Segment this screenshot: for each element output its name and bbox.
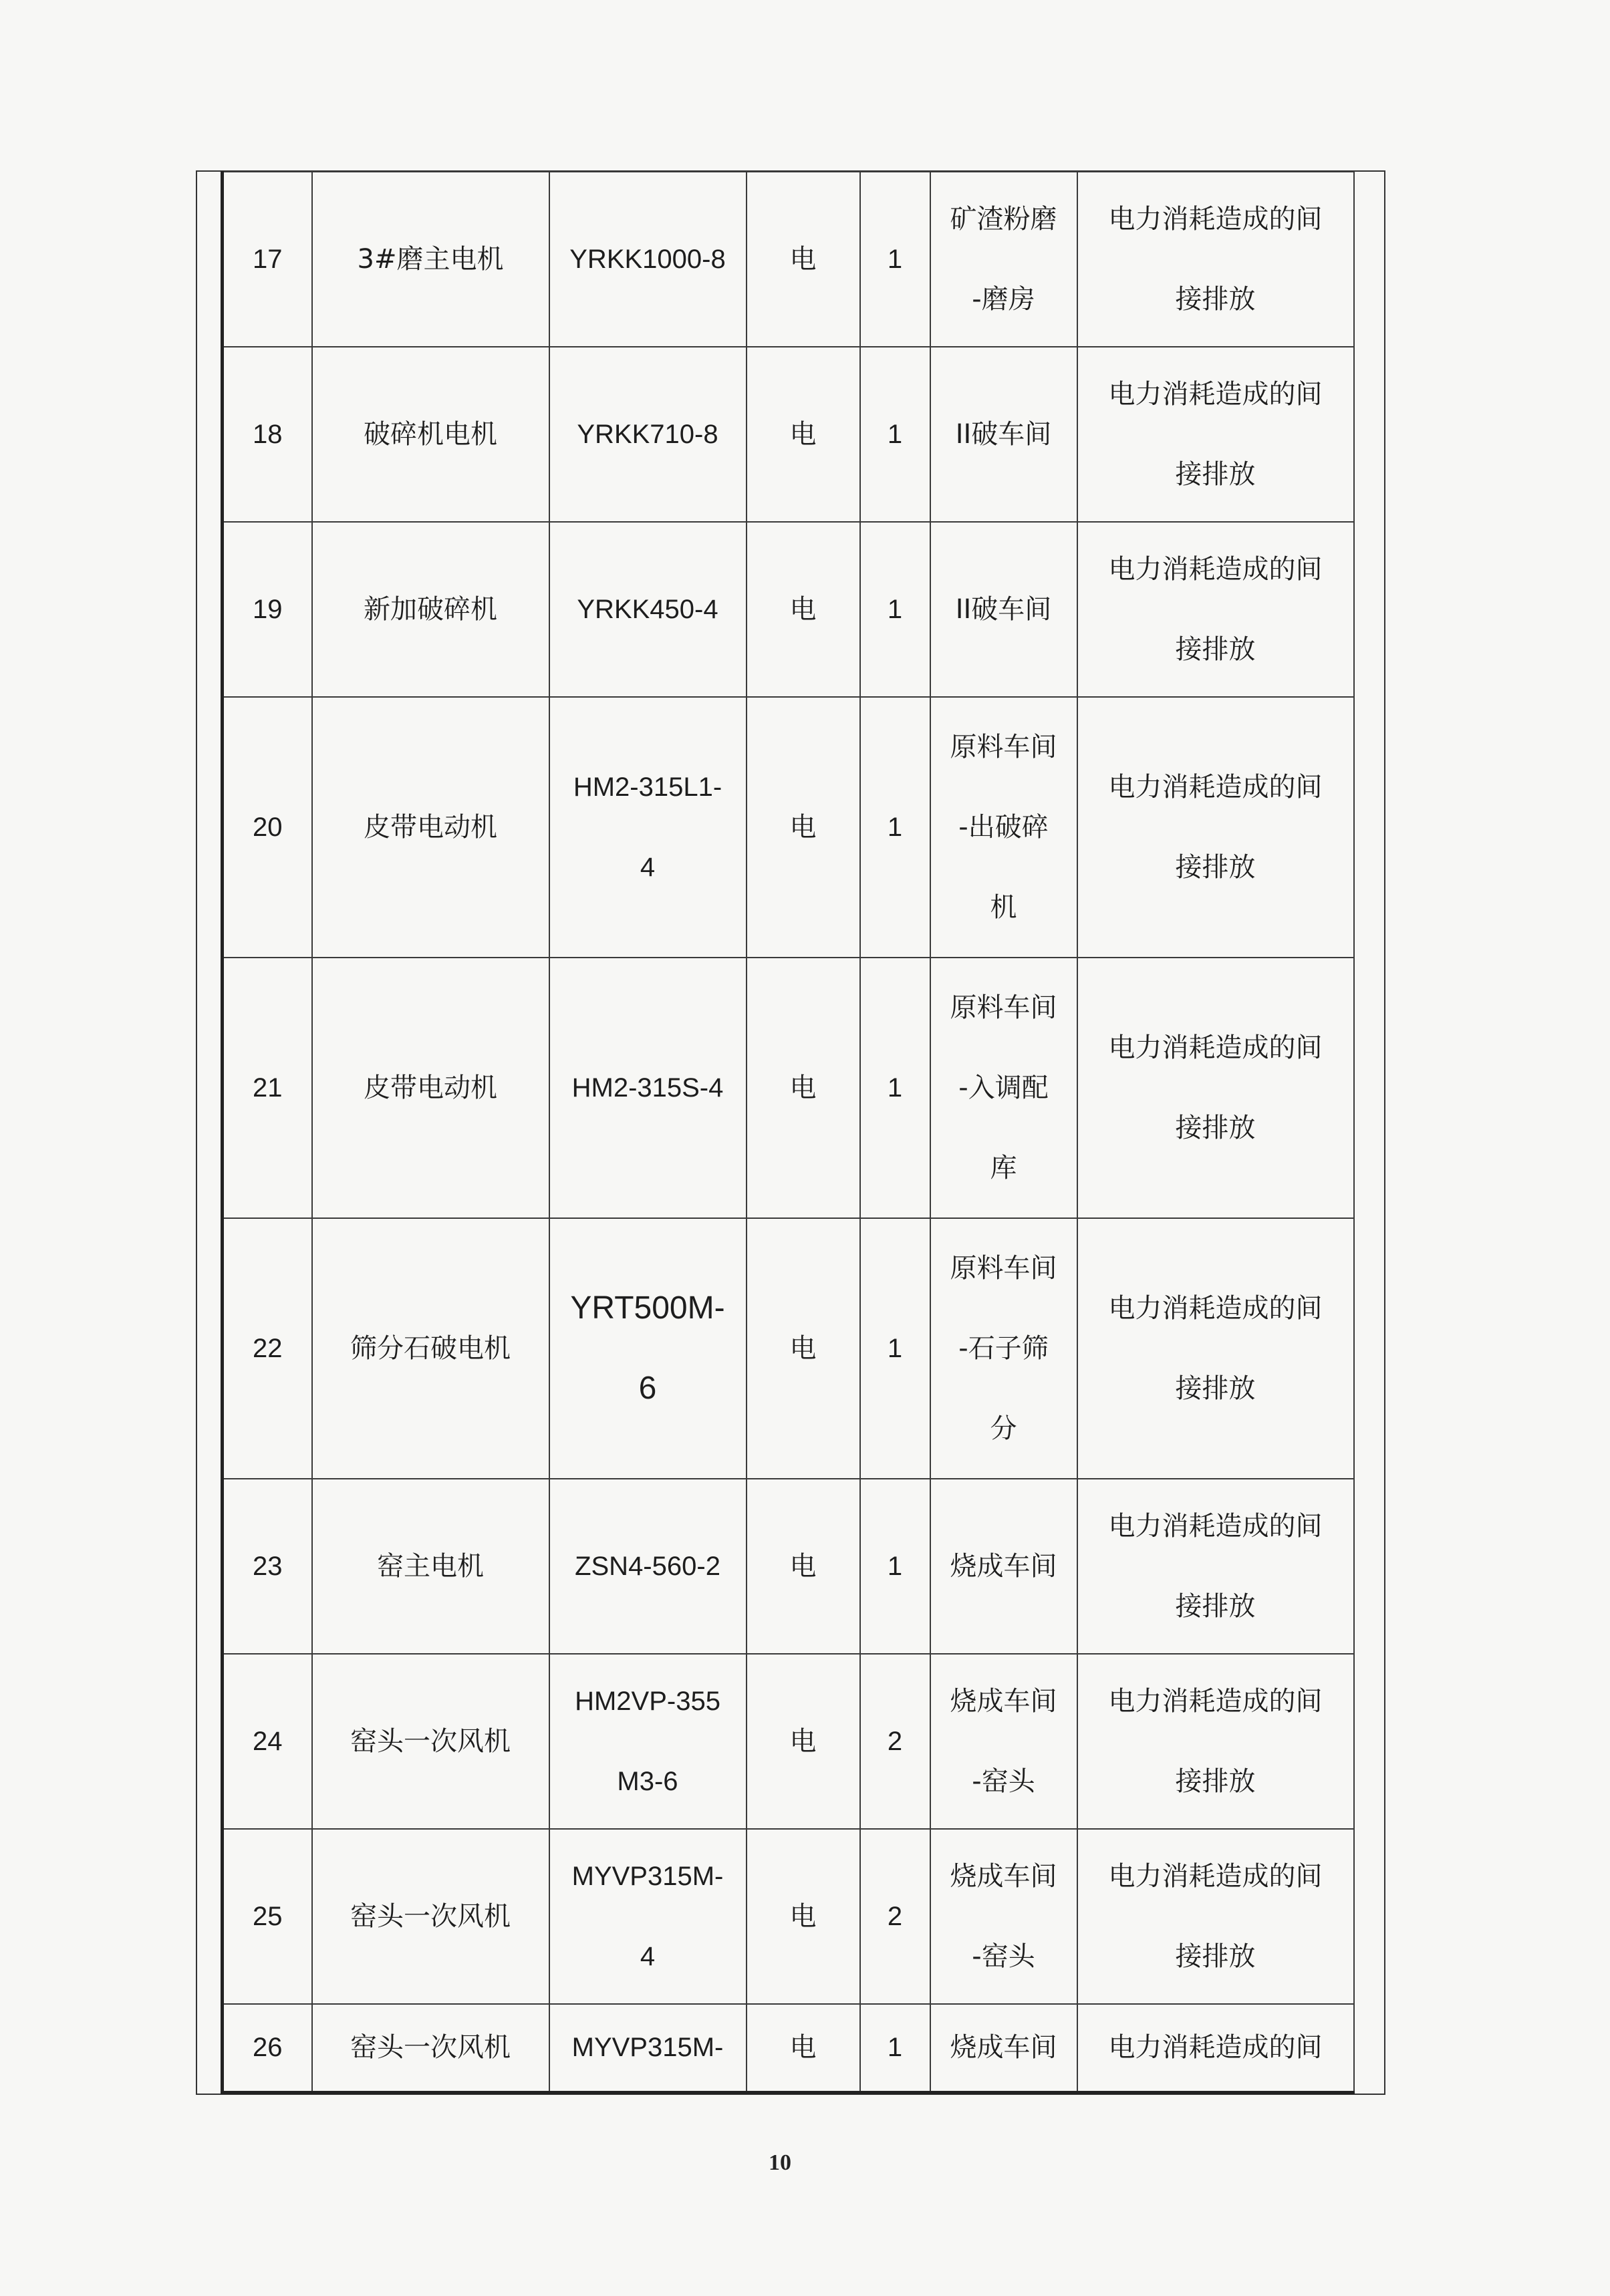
quantity: 1 xyxy=(860,172,930,347)
page-number: 10 xyxy=(769,2150,791,2175)
model-number: MYVP315M- xyxy=(549,2004,747,2092)
emission-type: 电力消耗造成的间 接排放 xyxy=(1077,1829,1354,2004)
location: 烧成车间 -窑头 xyxy=(930,1654,1077,1829)
emission-type: 电力消耗造成的间 接排放 xyxy=(1077,1479,1354,1654)
emission-type: 电力消耗造成的间 xyxy=(1077,2004,1354,2092)
table-row xyxy=(223,1829,1354,2004)
row-number: 21 xyxy=(223,958,312,1218)
row-number: 24 xyxy=(223,1654,312,1829)
energy-type: 电 xyxy=(747,697,860,958)
energy-type: 电 xyxy=(747,522,860,697)
table-row xyxy=(223,1654,1354,1829)
equipment-name: 窑头一次风机 xyxy=(312,2004,549,2092)
equipment-name: 新加破碎机 xyxy=(312,522,549,697)
energy-type: 电 xyxy=(747,347,860,522)
table-row xyxy=(223,1218,1354,1479)
table-row xyxy=(223,697,1354,958)
quantity: 1 xyxy=(860,2004,930,2092)
row-number: 19 xyxy=(223,522,312,697)
quantity: 2 xyxy=(860,1829,930,2004)
energy-type: 电 xyxy=(747,172,860,347)
equipment-name: 窑头一次风机 xyxy=(312,1654,549,1829)
energy-type: 电 xyxy=(747,1654,860,1829)
model-number: ZSN4-560-2 xyxy=(549,1479,747,1654)
table-row xyxy=(223,347,1354,522)
quantity: 1 xyxy=(860,697,930,958)
quantity: 1 xyxy=(860,1218,930,1479)
quantity: 1 xyxy=(860,522,930,697)
model-number: HM2-315L1- 4 xyxy=(549,697,747,958)
emission-type: 电力消耗造成的间 接排放 xyxy=(1077,958,1354,1218)
location: 烧成车间 xyxy=(930,2004,1077,2092)
row-number: 17 xyxy=(223,172,312,347)
emission-type: 电力消耗造成的间 接排放 xyxy=(1077,347,1354,522)
row-number: 25 xyxy=(223,1829,312,2004)
row-number: 18 xyxy=(223,347,312,522)
equipment-name: 破碎机电机 xyxy=(312,347,549,522)
table-row xyxy=(223,958,1354,1218)
table-row xyxy=(223,522,1354,697)
quantity: 1 xyxy=(860,1479,930,1654)
location: II破车间 xyxy=(930,347,1077,522)
location: 原料车间 -入调配 库 xyxy=(930,958,1077,1218)
energy-type: 电 xyxy=(747,1218,860,1479)
equipment-name: 窑主电机 xyxy=(312,1479,549,1654)
quantity: 1 xyxy=(860,347,930,522)
location: 烧成车间 -窑头 xyxy=(930,1829,1077,2004)
location: 矿渣粉磨 -磨房 xyxy=(930,172,1077,347)
emission-type: 电力消耗造成的间 接排放 xyxy=(1077,1218,1354,1479)
location: 原料车间 -出破碎 机 xyxy=(930,697,1077,958)
energy-type: 电 xyxy=(747,1479,860,1654)
model-number: HM2-315S-4 xyxy=(549,958,747,1218)
location: II破车间 xyxy=(930,522,1077,697)
energy-type: 电 xyxy=(747,958,860,1218)
row-number: 20 xyxy=(223,697,312,958)
equipment-name: 皮带电动机 xyxy=(312,958,549,1218)
row-number: 22 xyxy=(223,1218,312,1479)
emission-type: 电力消耗造成的间 接排放 xyxy=(1077,172,1354,347)
location: 原料车间 -石子筛 分 xyxy=(930,1218,1077,1479)
row-number: 26 xyxy=(223,2004,312,2092)
emission-type: 电力消耗造成的间 接排放 xyxy=(1077,1654,1354,1829)
model-number: HM2VP-355 M3-6 xyxy=(549,1654,747,1829)
equipment-name: 窑头一次风机 xyxy=(312,1829,549,2004)
row-number: 23 xyxy=(223,1479,312,1654)
quantity: 2 xyxy=(860,1654,930,1829)
equipment-name: 筛分石破电机 xyxy=(312,1218,549,1479)
location: 烧成车间 xyxy=(930,1479,1077,1654)
model-number: YRT500M- 6 xyxy=(549,1218,747,1479)
table-row xyxy=(223,2004,1354,2092)
equipment-name: 皮带电动机 xyxy=(312,697,549,958)
table-row xyxy=(223,172,1354,347)
energy-type: 电 xyxy=(747,1829,860,2004)
model-number: MYVP315M- 4 xyxy=(549,1829,747,2004)
energy-type: 电 xyxy=(747,2004,860,2092)
quantity: 1 xyxy=(860,958,930,1218)
emission-type: 电力消耗造成的间 接排放 xyxy=(1077,522,1354,697)
model-number: YRKK710-8 xyxy=(549,347,747,522)
equipment-name: 3#磨主电机 xyxy=(312,172,549,347)
model-number: YRKK1000-8 xyxy=(549,172,747,347)
model-number: YRKK450-4 xyxy=(549,522,747,697)
emission-type: 电力消耗造成的间 接排放 xyxy=(1077,697,1354,958)
equipment-table xyxy=(221,171,1355,2094)
table-row xyxy=(223,1479,1354,1654)
